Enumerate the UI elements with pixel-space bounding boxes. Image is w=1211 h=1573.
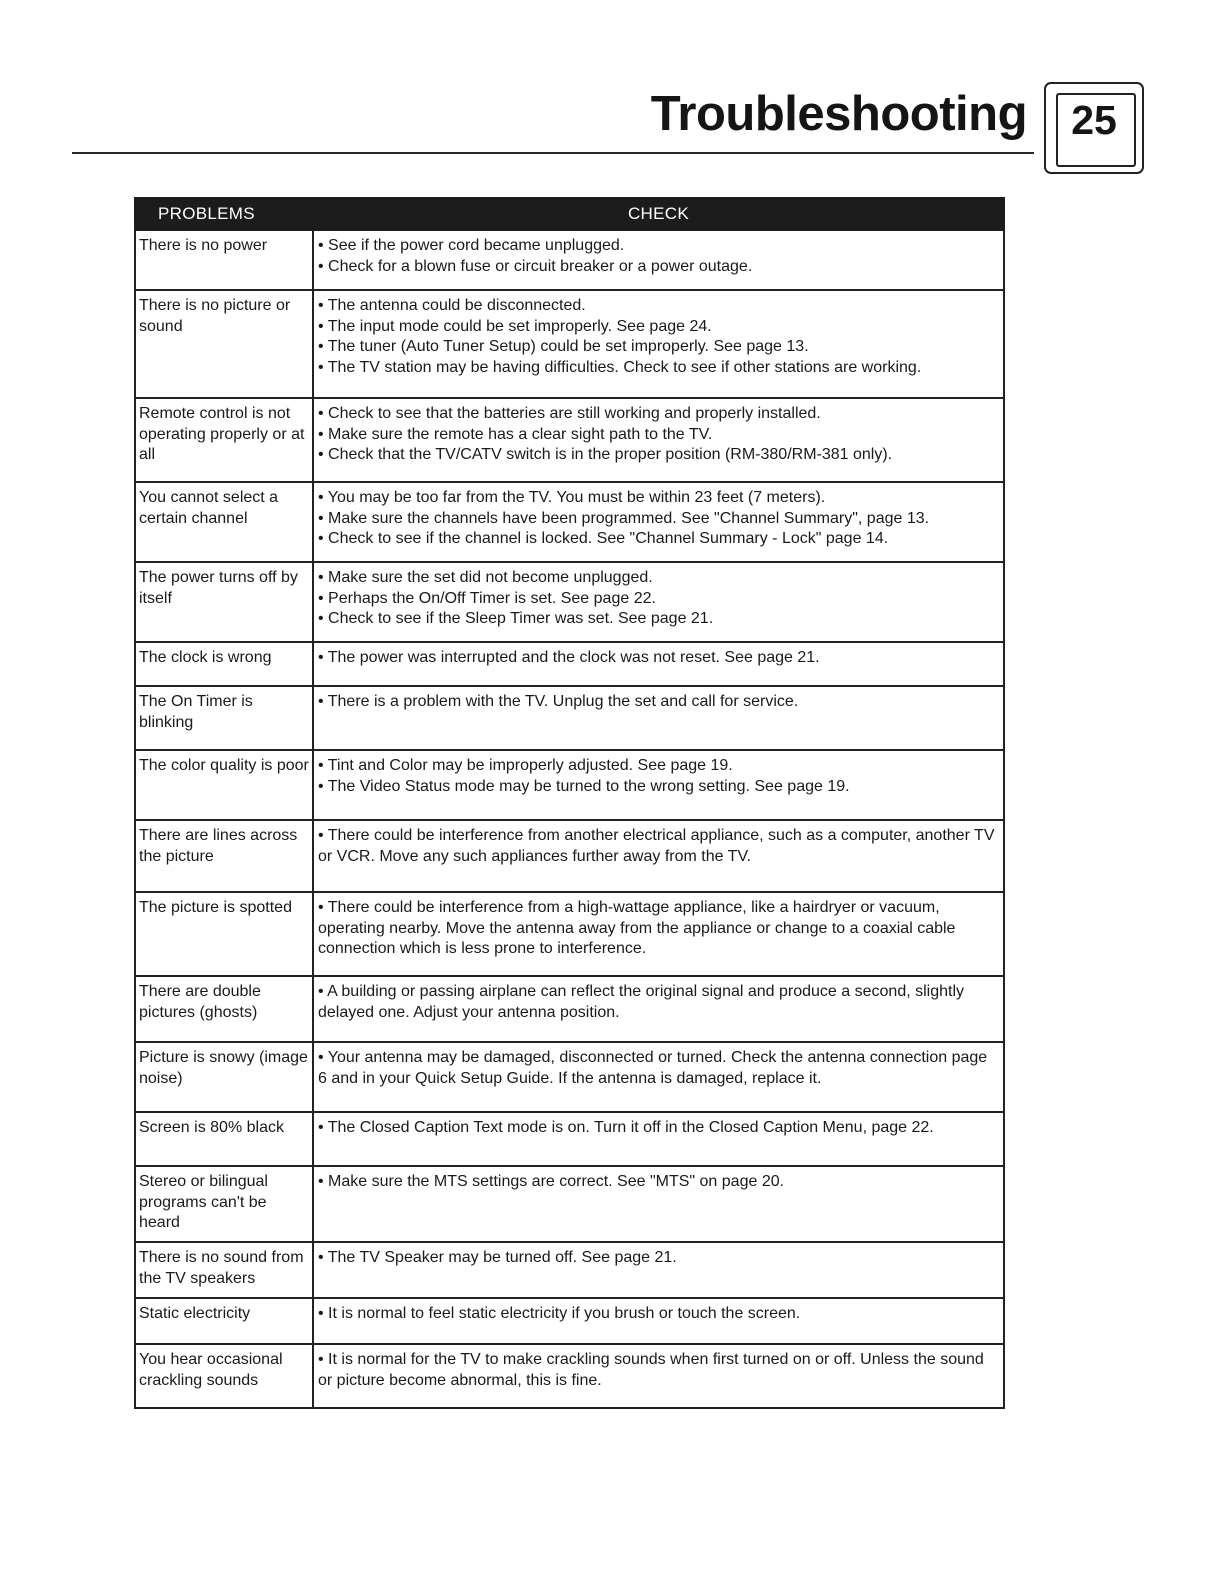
problem-cell: You cannot select a certain channel bbox=[135, 482, 313, 562]
table-row bbox=[135, 230, 1004, 290]
problem-cell: Remote control is not operating properly or at all bbox=[135, 398, 313, 482]
check-item: • Check that the TV/CATV switch is in the proper position (RM-380/RM-381 only). bbox=[318, 446, 893, 464]
table-row bbox=[135, 892, 1004, 976]
problem-cell: The picture is spotted bbox=[135, 892, 313, 976]
check-cell bbox=[313, 1112, 1004, 1166]
problem-cell: Stereo or bilingual programs can't be heard bbox=[135, 1166, 313, 1242]
check-item: • The TV Speaker may be turned off. See page 21. bbox=[318, 1249, 677, 1266]
check-cell bbox=[313, 642, 1004, 686]
check-cell bbox=[313, 230, 1004, 290]
page-number: 25 bbox=[1071, 97, 1117, 143]
check-item: • You may be too far from the TV. You must be within 23 feet (7 meters). bbox=[318, 489, 826, 506]
table-row bbox=[135, 290, 1004, 398]
check-cell bbox=[313, 1298, 1004, 1344]
table-row bbox=[135, 1242, 1004, 1298]
problem-cell: You hear occasional crackling sounds bbox=[135, 1344, 313, 1408]
check-item: • Perhaps the On/Off Timer is set. See page 22. bbox=[318, 589, 656, 607]
check-item: • The antenna could be disconnected. bbox=[318, 297, 586, 314]
check-cell bbox=[313, 976, 1004, 1042]
check-cell bbox=[313, 1242, 1004, 1298]
check-cell bbox=[313, 482, 1004, 562]
problem-cell: Static electricity bbox=[135, 1298, 313, 1344]
check-item: • There could be interference from a high-wattage appliance, like a hairdryer or vacuum, operating nearby. Move the antenna away from the appliance or change to a coaxial cable connection which is less prone to interference. bbox=[318, 899, 956, 958]
check-item: • It is normal to feel static electricity if you brush or touch the screen. bbox=[318, 1305, 801, 1322]
problem-cell: There are lines across the picture bbox=[135, 820, 313, 892]
table-row bbox=[135, 1042, 1004, 1112]
table-row bbox=[135, 820, 1004, 892]
page-number-badge bbox=[1044, 82, 1144, 174]
table-row bbox=[135, 562, 1004, 642]
check-item: • See if the power cord became unplugged. bbox=[318, 237, 625, 254]
table-row bbox=[135, 1344, 1004, 1408]
problem-cell: The color quality is poor bbox=[135, 750, 313, 820]
problem-cell: There is no sound from the TV speakers bbox=[135, 1242, 313, 1298]
check-cell bbox=[313, 892, 1004, 976]
page-title: Troubleshooting bbox=[650, 87, 1027, 141]
table-row bbox=[135, 482, 1004, 562]
check-cell bbox=[313, 1344, 1004, 1408]
check-item: • Make sure the set did not become unplugged. bbox=[318, 569, 653, 586]
column-header-problems: PROBLEMS bbox=[135, 198, 313, 230]
problem-cell: There is no picture or sound bbox=[135, 290, 313, 398]
check-item: • There could be interference from another electrical appliance, such as a computer, another TV or VCR. Move any such appliances further away from the TV. bbox=[318, 827, 995, 865]
check-item: • The input mode could be set improperly. See page 24. bbox=[318, 317, 712, 335]
check-cell bbox=[313, 290, 1004, 398]
check-item: • Your antenna may be damaged, disconnected or turned. Check the antenna connection page 6 and in your Quick Setup Guide. If the antenna is damaged, replace it. bbox=[318, 1049, 988, 1087]
title-divider bbox=[72, 152, 1034, 154]
problem-cell: The power turns off by itself bbox=[135, 562, 313, 642]
table-row bbox=[135, 686, 1004, 750]
check-item: • The Video Status mode may be turned to the wrong setting. See page 19. bbox=[318, 777, 850, 795]
check-item: • The power was interrupted and the clock was not reset. See page 21. bbox=[318, 649, 820, 666]
check-item: • The TV station may be having difficulties. Check to see if other stations are working. bbox=[318, 358, 922, 376]
check-item: • Tint and Color may be improperly adjusted. See page 19. bbox=[318, 757, 733, 774]
check-item: • Check for a blown fuse or circuit breaker or a power outage. bbox=[318, 257, 753, 275]
table-row bbox=[135, 750, 1004, 820]
check-item: • Make sure the MTS settings are correct. See "MTS" on page 20. bbox=[318, 1173, 785, 1190]
check-item: • Check to see if the channel is locked. See "Channel Summary - Lock" page 14. bbox=[318, 530, 889, 548]
check-cell bbox=[313, 686, 1004, 750]
table-row bbox=[135, 398, 1004, 482]
table-row bbox=[135, 1166, 1004, 1242]
check-item: • It is normal for the TV to make crackling sounds when first turned on or off. Unless the sound or picture become abnormal, this is fine. bbox=[318, 1351, 984, 1389]
problem-cell: Picture is snowy (image noise) bbox=[135, 1042, 313, 1112]
check-cell bbox=[313, 398, 1004, 482]
check-cell bbox=[313, 562, 1004, 642]
problem-cell: The clock is wrong bbox=[135, 642, 313, 686]
table-row bbox=[135, 1112, 1004, 1166]
problem-cell: Screen is 80% black bbox=[135, 1112, 313, 1166]
check-cell bbox=[313, 1166, 1004, 1242]
check-item: • The Closed Caption Text mode is on. Turn it off in the Closed Caption Menu, page 22. bbox=[318, 1119, 934, 1136]
problem-cell: The On Timer is blinking bbox=[135, 686, 313, 750]
problem-cell: There are double pictures (ghosts) bbox=[135, 976, 313, 1042]
check-item: • Make sure the remote has a clear sight path to the TV. bbox=[318, 425, 713, 443]
table-row bbox=[135, 976, 1004, 1042]
check-cell bbox=[313, 1042, 1004, 1112]
check-cell bbox=[313, 820, 1004, 892]
check-item: • Make sure the channels have been programmed. See "Channel Summary", page 13. bbox=[318, 509, 930, 527]
check-item: • Check to see if the Sleep Timer was set. See page 21. bbox=[318, 610, 714, 628]
troubleshooting-table-wrapper bbox=[134, 197, 1003, 1409]
problem-cell: There is no power bbox=[135, 230, 313, 290]
check-item: • A building or passing airplane can reflect the original signal and produce a second, slightly delayed one. Adjust your antenna position. bbox=[318, 983, 965, 1021]
table-row bbox=[135, 1298, 1004, 1344]
check-item: • The tuner (Auto Tuner Setup) could be set improperly. See page 13. bbox=[318, 338, 809, 356]
table-header-row bbox=[135, 198, 1004, 230]
table-row bbox=[135, 642, 1004, 686]
check-item: • Check to see that the batteries are still working and properly installed. bbox=[318, 405, 821, 422]
check-item: • There is a problem with the TV. Unplug the set and call for service. bbox=[318, 693, 799, 710]
check-cell bbox=[313, 750, 1004, 820]
troubleshooting-table bbox=[134, 197, 1005, 1409]
column-header-check: CHECK bbox=[313, 198, 1004, 230]
table-body bbox=[135, 230, 1004, 1408]
